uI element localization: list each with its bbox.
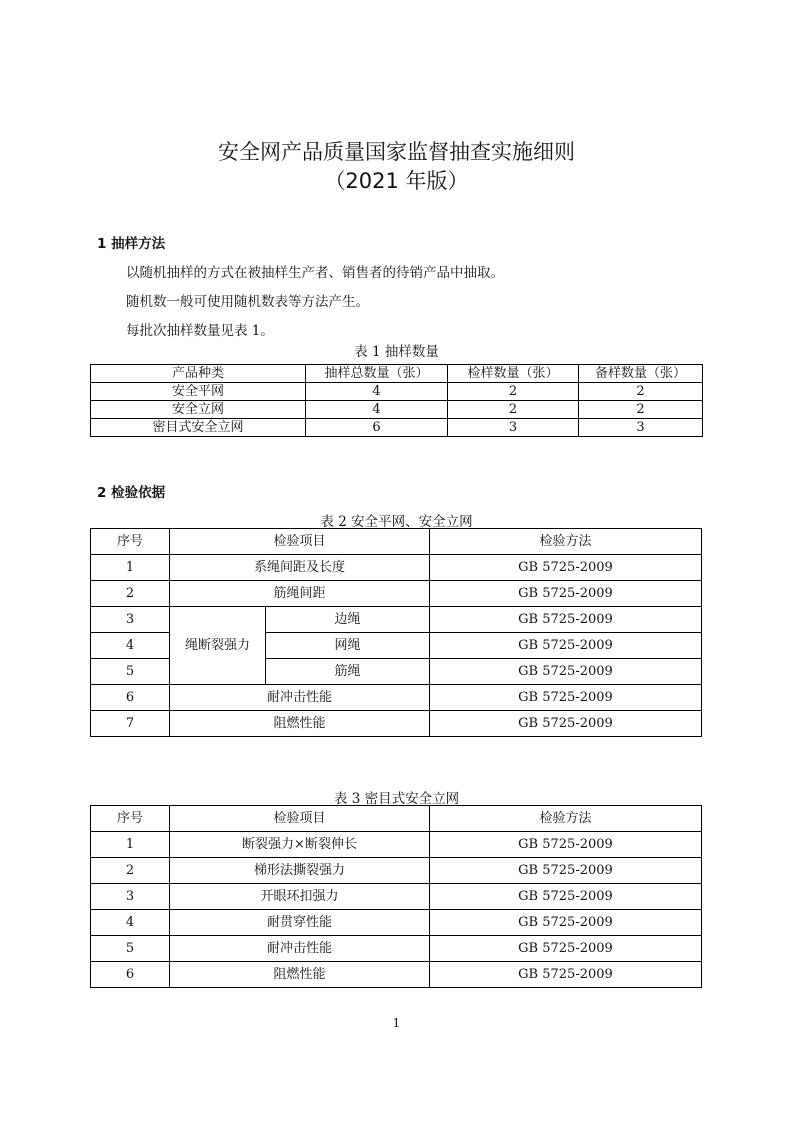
table-cell: 3 bbox=[91, 884, 170, 910]
table-cell: 5 bbox=[91, 936, 170, 962]
table-cell: GB 5725-2009 bbox=[430, 711, 702, 737]
table-row bbox=[91, 419, 703, 437]
sampling-table bbox=[90, 364, 703, 437]
table-row bbox=[91, 884, 702, 910]
page-number: 1 bbox=[392, 1016, 401, 1030]
header-cell: 检验项目 bbox=[170, 529, 430, 555]
table-cell: GB 5725-2009 bbox=[430, 832, 702, 858]
table-row bbox=[91, 936, 702, 962]
header-cell: 检验方法 bbox=[430, 529, 702, 555]
header-cell: 序号 bbox=[91, 806, 170, 832]
paragraph: 以随机抽样的方式在被抽样生产者、销售者的待销产品中抽取。 bbox=[126, 265, 504, 281]
section-2-heading: 2 检验依据 bbox=[97, 485, 166, 501]
table-cell: 耐贯穿性能 bbox=[170, 910, 430, 936]
header-cell: 备样数量（张） bbox=[579, 365, 703, 383]
table-cell: GB 5725-2009 bbox=[430, 581, 702, 607]
table-cell: 2 bbox=[91, 581, 170, 607]
table-cell: 耐冲击性能 bbox=[170, 685, 430, 711]
table-cell: 4 bbox=[306, 401, 448, 419]
table-2-caption: 表 2 安全平网、安全立网 bbox=[320, 514, 473, 530]
table-cell: 3 bbox=[448, 419, 579, 437]
table-cell: 6 bbox=[91, 685, 170, 711]
header-cell: 抽样总数量（张） bbox=[306, 365, 448, 383]
table-cell: 密目式安全立网 bbox=[91, 419, 306, 437]
table-cell: 2 bbox=[579, 401, 703, 419]
table-row bbox=[91, 555, 702, 581]
table-cell: GB 5725-2009 bbox=[430, 659, 702, 685]
header-cell: 检验项目 bbox=[170, 806, 430, 832]
page-subtitle: （2021 年版） bbox=[324, 169, 469, 193]
table-cell: GB 5725-2009 bbox=[430, 555, 702, 581]
table-cell: 5 bbox=[91, 659, 170, 685]
table-row bbox=[91, 607, 702, 633]
inspection-table-3 bbox=[90, 805, 702, 988]
header-cell: 产品种类 bbox=[91, 365, 306, 383]
table-cell: 1 bbox=[91, 555, 170, 581]
table-cell: 筋绳 bbox=[266, 659, 430, 685]
table-cell: GB 5725-2009 bbox=[430, 884, 702, 910]
table-cell: 梯形法撕裂强力 bbox=[170, 858, 430, 884]
table-cell: 网绳 bbox=[266, 633, 430, 659]
table-row bbox=[91, 711, 702, 737]
table-cell: 阻燃性能 bbox=[170, 962, 430, 988]
header-cell: 序号 bbox=[91, 529, 170, 555]
table-cell: 3 bbox=[579, 419, 703, 437]
table-cell: 开眼环扣强力 bbox=[170, 884, 430, 910]
table-row bbox=[91, 962, 702, 988]
table-3-caption: 表 3 密目式安全立网 bbox=[333, 791, 460, 807]
table-1-caption: 表 1 抽样数量 bbox=[354, 344, 439, 360]
table-cell: 系绳间距及长度 bbox=[170, 555, 430, 581]
group-cell: 绳断裂强力 bbox=[170, 607, 266, 685]
table-header-row bbox=[91, 806, 702, 832]
table-cell: GB 5725-2009 bbox=[430, 910, 702, 936]
table-cell: 6 bbox=[306, 419, 448, 437]
table-cell: 2 bbox=[91, 858, 170, 884]
table-row bbox=[91, 685, 702, 711]
table-cell: GB 5725-2009 bbox=[430, 962, 702, 988]
page-title: 安全网产品质量国家监督抽查实施细则 bbox=[218, 140, 575, 164]
table-cell: 边绳 bbox=[266, 607, 430, 633]
paragraph: 每批次抽样数量见表 1。 bbox=[126, 323, 274, 339]
table-cell: GB 5725-2009 bbox=[430, 936, 702, 962]
header-cell: 检验方法 bbox=[430, 806, 702, 832]
table-row bbox=[91, 910, 702, 936]
header-cell: 检样数量（张） bbox=[448, 365, 579, 383]
paragraph: 随机数一般可使用随机数表等方法产生。 bbox=[126, 294, 369, 310]
table-row bbox=[91, 401, 703, 419]
table-row bbox=[91, 383, 703, 401]
table-cell: 安全平网 bbox=[91, 383, 306, 401]
table-cell: 阻燃性能 bbox=[170, 711, 430, 737]
table-cell: 4 bbox=[91, 910, 170, 936]
table-cell: 1 bbox=[91, 832, 170, 858]
table-row bbox=[91, 581, 702, 607]
table-cell: GB 5725-2009 bbox=[430, 607, 702, 633]
table-cell: 安全立网 bbox=[91, 401, 306, 419]
table-cell: 4 bbox=[306, 383, 448, 401]
table-cell: 断裂强力×断裂伸长 bbox=[170, 832, 430, 858]
table-cell: 2 bbox=[448, 383, 579, 401]
table-cell: 耐冲击性能 bbox=[170, 936, 430, 962]
table-header-row bbox=[91, 529, 702, 555]
table-cell: GB 5725-2009 bbox=[430, 633, 702, 659]
table-row bbox=[91, 858, 702, 884]
section-1-heading: 1 抽样方法 bbox=[97, 236, 166, 252]
table-cell: 筋绳间距 bbox=[170, 581, 430, 607]
table-cell: 2 bbox=[579, 383, 703, 401]
table-cell: GB 5725-2009 bbox=[430, 685, 702, 711]
table-cell: GB 5725-2009 bbox=[430, 858, 702, 884]
table-header-row bbox=[91, 365, 703, 383]
table-cell: 3 bbox=[91, 607, 170, 633]
table-cell: 2 bbox=[448, 401, 579, 419]
table-cell: 7 bbox=[91, 711, 170, 737]
table-cell: 6 bbox=[91, 962, 170, 988]
inspection-table-2 bbox=[90, 528, 702, 737]
table-row bbox=[91, 832, 702, 858]
table-cell: 4 bbox=[91, 633, 170, 659]
